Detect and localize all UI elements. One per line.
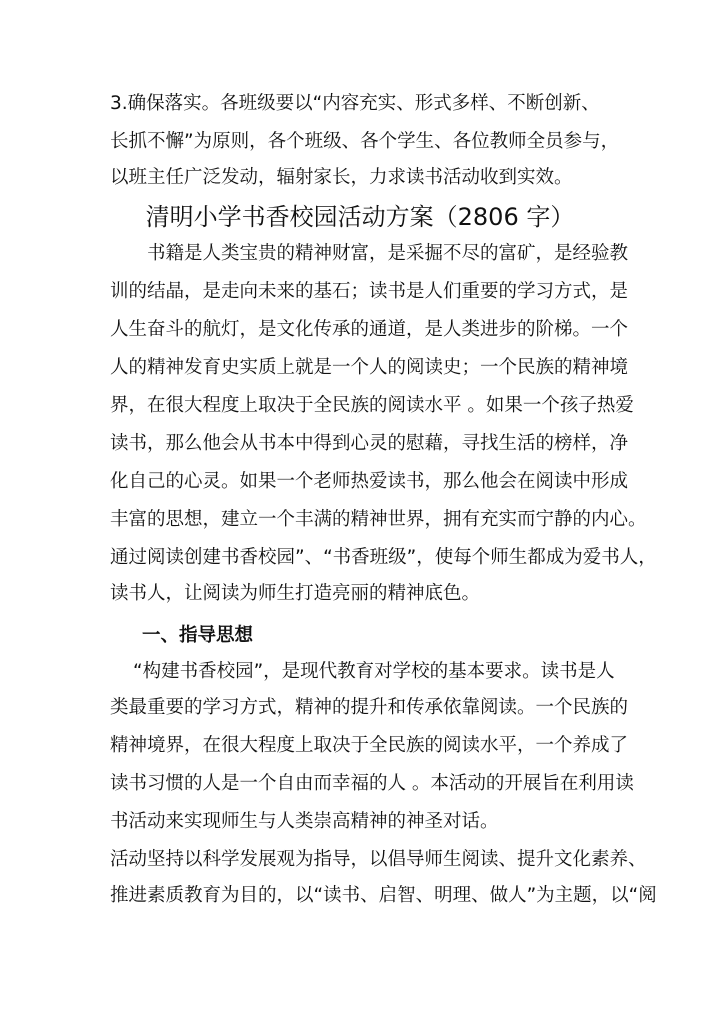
paragraph-3-line-1: 活动坚持以科学发展观为指导，以倡导师生阅读、提升文化素养、 [110, 849, 647, 870]
paragraph-2-line-4: 读书习惯的人是一个自由而幸福的人 。本活动的开展旨在利用读 [110, 773, 634, 794]
paragraph-3-line-2: 推进素质教育为目的，以“读书、启智、明理、做人”为主题，以“阅 [110, 885, 657, 906]
paragraph-1-line-1: 书籍是人类宝贵的精神财富，是采掘不尽的富矿，是经验教 [147, 243, 629, 264]
paragraph-2-line-1: “构建书香校园”，是现代教育对学校的基本要求。读书是人 [133, 661, 615, 682]
intro-line-2: 长抓不懈”为原则，各个班级、各个学生、各位教师全员参与， [110, 131, 620, 152]
intro-line-3: 以班主任广泛发动，辐射家长，力求读书活动收到实效。 [110, 167, 573, 188]
paragraph-1-line-10: 读书人，让阅读为师生打造亮丽的精神底色。 [110, 583, 481, 604]
intro-line-1: 3.确保落实。各班级要以“内容充实、形式多样、不断创新、 [110, 93, 600, 114]
paragraph-1-line-8: 丰富的思想，建立一个丰满的精神世界，拥有充实而宁静的内心。 [110, 509, 647, 530]
paragraph-1-line-2: 训的结晶，是走向未来的基石；读书是人们重要的学习方式，是 [110, 281, 629, 302]
paragraph-1-line-3: 人生奋斗的航灯，是文化传承的通道，是人类进步的阶梯。一个 [110, 319, 629, 340]
paragraph-1-line-5: 界，在很大程度上取决于全民族的阅读水平 。如果一个孩子热爱 [110, 395, 634, 416]
paragraph-1-line-7: 化自己的心灵。如果一个老师热爱读书，那么他会在阅读中形成 [110, 471, 629, 492]
paragraph-1-line-6: 读书，那么他会从书本中得到心灵的慰藉，寻找生活的榜样，净 [110, 433, 629, 454]
paragraph-2-line-2: 类最重要的学习方式，精神的提升和传承依靠阅读。一个民族的 [110, 697, 629, 718]
section-heading-guiding-thought: 一、指导思想 [142, 625, 254, 646]
paragraph-2-line-3: 精神境界，在很大程度上取决于全民族的阅读水平，一个养成了 [110, 735, 629, 756]
document-title: 清明小学书香校园活动方案（2806 字） [145, 203, 575, 231]
paragraph-2-line-5: 书活动来实现师生与人类崇高精神的神圣对话。 [110, 811, 499, 832]
paragraph-1-line-4: 人的精神发育史实质上就是一个人的阅读史；一个民族的精神境 [110, 357, 629, 378]
paragraph-1-line-9: 通过阅读创建书香校园”、“书香班级”，使每个师生都成为爱书人， [110, 547, 657, 568]
